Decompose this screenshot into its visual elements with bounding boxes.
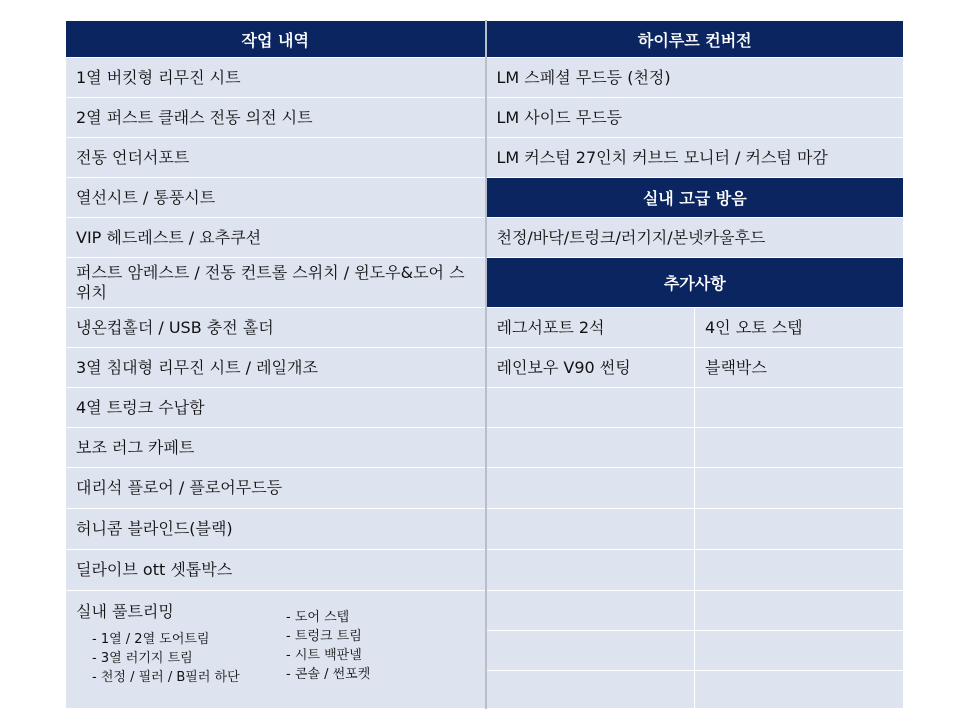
empty-cell <box>486 428 695 468</box>
list-item: - 도어 스텝 <box>286 608 370 627</box>
trim-title: 실내 풀트리밍 <box>76 601 174 621</box>
work-item: 퍼스트 암레스트 / 전동 컨트롤 스위치 / 윈도우&도어 스위치 <box>66 258 486 308</box>
spec-table <box>65 20 904 709</box>
empty-cell <box>695 428 904 468</box>
extras-header: 추가사항 <box>486 258 904 308</box>
list-item: - 1열 / 2열 도어트림 <box>92 630 240 649</box>
list-item: - 콘솔 / 썬포켓 <box>286 665 370 684</box>
hiroof-item: LM 커스텀 27인치 커브드 모니터 / 커스텀 마감 <box>486 138 904 178</box>
work-item: 2열 퍼스트 클래스 전동 의전 시트 <box>66 98 486 138</box>
empty-cell <box>695 509 904 550</box>
work-item: 전동 언더서포트 <box>66 138 486 178</box>
empty-cell <box>695 388 904 428</box>
empty-cell <box>486 550 695 591</box>
extras-item: 레인보우 V90 썬팅 <box>486 348 695 388</box>
work-item: 1열 버킷형 리무진 시트 <box>66 58 486 98</box>
work-item: 보조 러그 카페트 <box>66 428 486 468</box>
empty-cell <box>695 550 904 591</box>
empty-cell <box>486 388 695 428</box>
list-item: - 시트 백판넬 <box>286 646 370 665</box>
work-item: 열선시트 / 통풍시트 <box>66 178 486 218</box>
work-item: 4열 트렁크 수납함 <box>66 388 486 428</box>
empty-cell <box>695 468 904 509</box>
extras-item: 블랙박스 <box>695 348 904 388</box>
empty-cell <box>695 631 904 671</box>
list-item: - 3열 러기지 트림 <box>92 649 240 668</box>
work-item: 냉온컵홀더 / USB 충전 홀더 <box>66 308 486 348</box>
trim-list-b <box>286 608 370 684</box>
list-item: - 트렁크 트림 <box>286 627 370 646</box>
empty-cell <box>486 631 695 671</box>
hiroof-item: LM 사이드 무드등 <box>486 98 904 138</box>
soundproof-header: 실내 고급 방음 <box>486 178 904 218</box>
work-item: 허니콤 블라인드(블랙) <box>66 509 486 550</box>
extras-item: 4인 오토 스텝 <box>695 308 904 348</box>
trim-cell <box>66 591 486 709</box>
empty-cell <box>695 591 904 631</box>
work-header: 작업 내역 <box>66 21 486 58</box>
work-item: VIP 헤드레스트 / 요추쿠션 <box>66 218 486 258</box>
empty-cell <box>486 591 695 631</box>
empty-cell <box>486 671 695 709</box>
work-item: 딜라이브 ott 셋톱박스 <box>66 550 486 591</box>
list-item: - 천정 / 필러 / B필러 하단 <box>92 668 240 687</box>
empty-cell <box>486 468 695 509</box>
empty-cell <box>486 509 695 550</box>
hiroof-item: LM 스페셜 무드등 (천정) <box>486 58 904 98</box>
work-item: 대리석 플로어 / 플로어무드등 <box>66 468 486 509</box>
work-item: 3열 침대형 리무진 시트 / 레일개조 <box>66 348 486 388</box>
trim-list-a <box>92 630 240 687</box>
extras-item: 레그서포트 2석 <box>486 308 695 348</box>
hiroof-header: 하이루프 컨버전 <box>486 21 904 58</box>
empty-cell <box>695 671 904 709</box>
soundproof-item: 천정/바닥/트렁크/러기지/본넷카울후드 <box>486 218 904 258</box>
